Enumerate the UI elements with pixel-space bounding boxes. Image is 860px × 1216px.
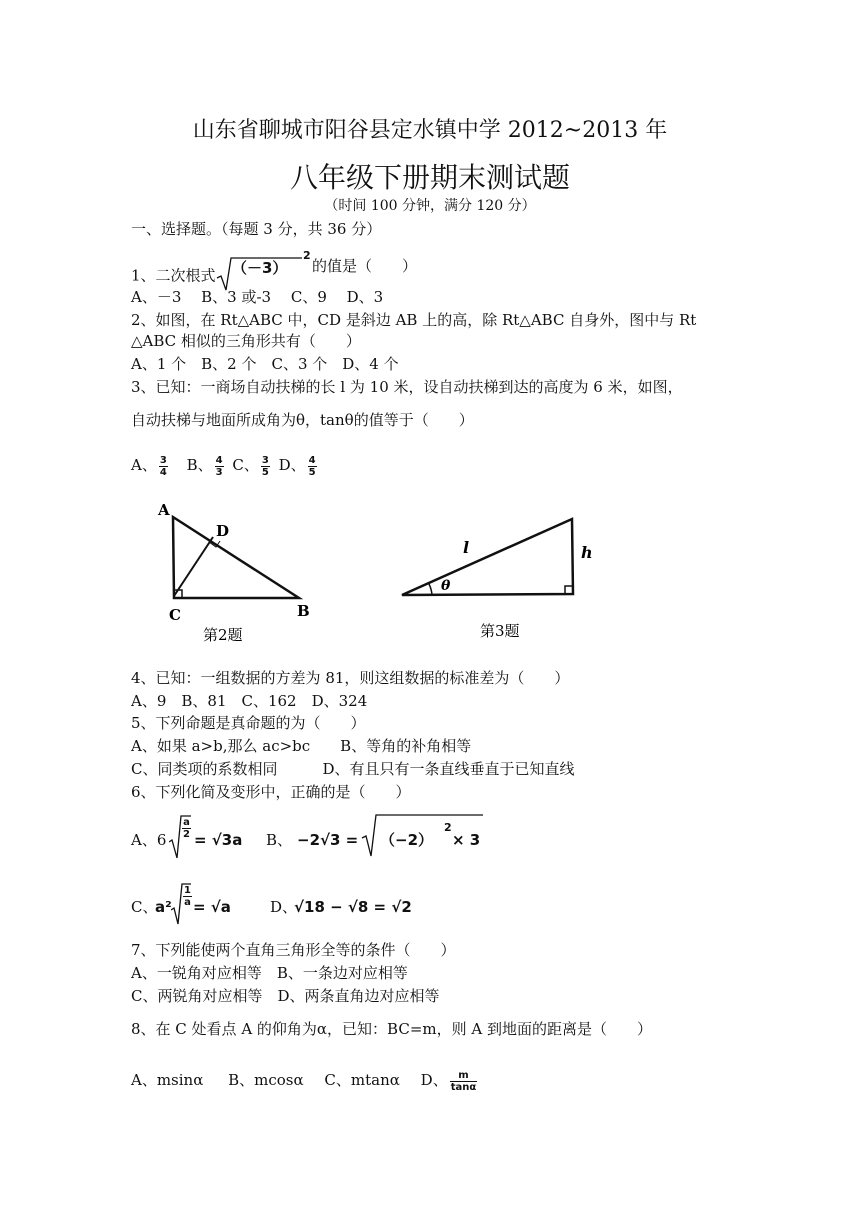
q8-d-numerator: m (450, 1070, 478, 1082)
figure-3-triangle (402, 519, 593, 640)
q3-option-c-label: C、 (232, 456, 259, 474)
exam-title-line1: 山东省聊城市阳谷县定水镇中学 2012~2013 年 (192, 118, 668, 143)
question-7-options-line1: A、一锐角对应相等 B、一条边对应相等 (131, 964, 408, 982)
q3-c-denominator: 5 (261, 466, 269, 478)
q6-c-fraction (183, 885, 192, 908)
q6-b-lhs: −2√3 = (297, 831, 359, 849)
question-3-stem-line1: 3、已知：一商场自动扶梯的长 l 为 10 米，设自动扶梯到达的高度为 6 米，如图， (131, 378, 683, 396)
question-6-stem: 6、下列化简及变形中，正确的是（ ） (131, 783, 411, 801)
question-8-options (131, 1067, 479, 1093)
fig2-label-a: A (158, 501, 170, 519)
question-1-options: A、－3 B、3 或-3 C、9 D、3 (131, 288, 384, 306)
question-2-stem-line2: △ABC 相似的三角形共有（ ） (131, 332, 361, 350)
q6-b-radicand: （−2） (380, 831, 434, 849)
q3-option-c-fraction (261, 455, 270, 478)
exam-subtitle: （时间 100 分钟，满分 120 分） (324, 198, 536, 214)
q8-option-d: D、 (420, 1071, 448, 1089)
fig3-label-h: h (581, 543, 593, 562)
figures-row (0, 490, 860, 650)
question-7-stem: 7、下列能使两个直角三角形全等的条件（ ） (131, 941, 456, 959)
q3-a-denominator: 4 (159, 466, 167, 478)
question-7-options-line2: C、两锐角对应相等 D、两条直角边对应相等 (131, 987, 440, 1005)
q8-option-d-fraction (450, 1070, 478, 1093)
question-2-options: A、1 个 B、2 个 C、3 个 D、4 个 (131, 355, 399, 373)
question-8-stem: 8、在 C 处看点 A 的仰角为α，已知：BC=m，则 A 到地面的距离是（ ） (131, 1020, 652, 1038)
q6-a-fraction (182, 817, 191, 840)
fig3-caption: 第3题 (480, 622, 520, 640)
q6-a-rhs: = √3a (194, 831, 243, 849)
q6-c-denominator: a (184, 897, 191, 908)
q3-c-numerator: 3 (261, 454, 269, 466)
q6-c-label: C、 (131, 898, 158, 916)
figure-2-triangle (157, 501, 310, 644)
q3-a-numerator: 3 (159, 454, 167, 466)
question-2-stem-line1: 2、如图，在 Rt△ABC 中，CD 是斜边 AB 上的高，除 Rt△ABC 自身外，图中与 Rt (131, 311, 697, 329)
fig3-label-theta: θ (441, 578, 451, 594)
q3-option-a-label: A、 (131, 456, 157, 474)
question-5-options-line1: A、如果 a>b,那么 ac>bc B、等角的补角相等 (131, 737, 472, 755)
question-4-stem: 4、已知：一组数据的方差为 81，则这组数据的标准差为（ ） (131, 669, 570, 687)
q3-option-d-label: D、 (278, 456, 306, 474)
fig2-caption: 第2题 (203, 626, 243, 644)
q3-option-a-fraction (159, 455, 168, 478)
q8-option-b: B、mcosα (228, 1071, 304, 1089)
q6-a-fraction-wrap (180, 817, 193, 840)
q1-exponent: 2 (303, 249, 311, 262)
q8-option-c: C、mtanα (324, 1071, 400, 1089)
q6-a-numerator: a (183, 817, 190, 828)
q6-c-coef: a² (155, 898, 172, 916)
q6-c-rhs: = √a (193, 898, 231, 916)
question-3-options (131, 452, 319, 478)
question-3-stem-line2: 自动扶梯与地面所成角为θ，tanθ的值等于（ ） (131, 411, 474, 429)
q3-option-b-fraction (215, 455, 224, 478)
q3-b-numerator: 4 (215, 454, 223, 466)
q1-radicand: （－3） (232, 259, 288, 277)
q3-d-denominator: 5 (308, 466, 316, 478)
q8-option-a: A、msinα (131, 1071, 204, 1089)
q6-c-numerator: 1 (184, 885, 191, 896)
q1-stem-after: 的值是（ ） (312, 257, 418, 275)
q6-a-label: A、6 (131, 831, 167, 849)
question-5-stem: 5、下列命题是真命题的为（ ） (131, 714, 366, 732)
section-heading: 一、选择题。（每题 3 分，共 36 分） (131, 220, 382, 238)
q6-b-label: B、 (266, 831, 293, 849)
q6-b-tail: × 3 (452, 831, 481, 849)
fig2-label-b: B (297, 602, 310, 620)
question-4-options: A、9 B、81 C、162 D、324 (131, 692, 368, 710)
q1-stem-before: 1、二次根式 (131, 266, 216, 285)
q3-b-denominator: 3 (215, 466, 223, 478)
q6-b-exponent: 2 (444, 821, 452, 834)
q3-d-numerator: 4 (308, 454, 316, 466)
q6-d-expr: √18 − √8 = √2 (294, 898, 412, 916)
q6-d-label: D、 (270, 898, 298, 916)
question-6-option-a (131, 830, 166, 850)
fig2-label-c: C (169, 606, 181, 624)
q3-option-b-label: B、 (186, 456, 213, 474)
question-5-options-line2: C、同类项的系数相同 D、有且只有一条直线垂直于已知直线 (131, 760, 575, 778)
exam-title-line2: 八年级下册期末测试题 (289, 161, 570, 194)
q3-option-d-fraction (308, 455, 317, 478)
q8-d-denominator: tanα (450, 1081, 477, 1093)
fig2-label-d: D (216, 522, 230, 540)
fig3-label-l: l (463, 538, 470, 557)
q6-a-denominator: 2 (183, 829, 190, 840)
